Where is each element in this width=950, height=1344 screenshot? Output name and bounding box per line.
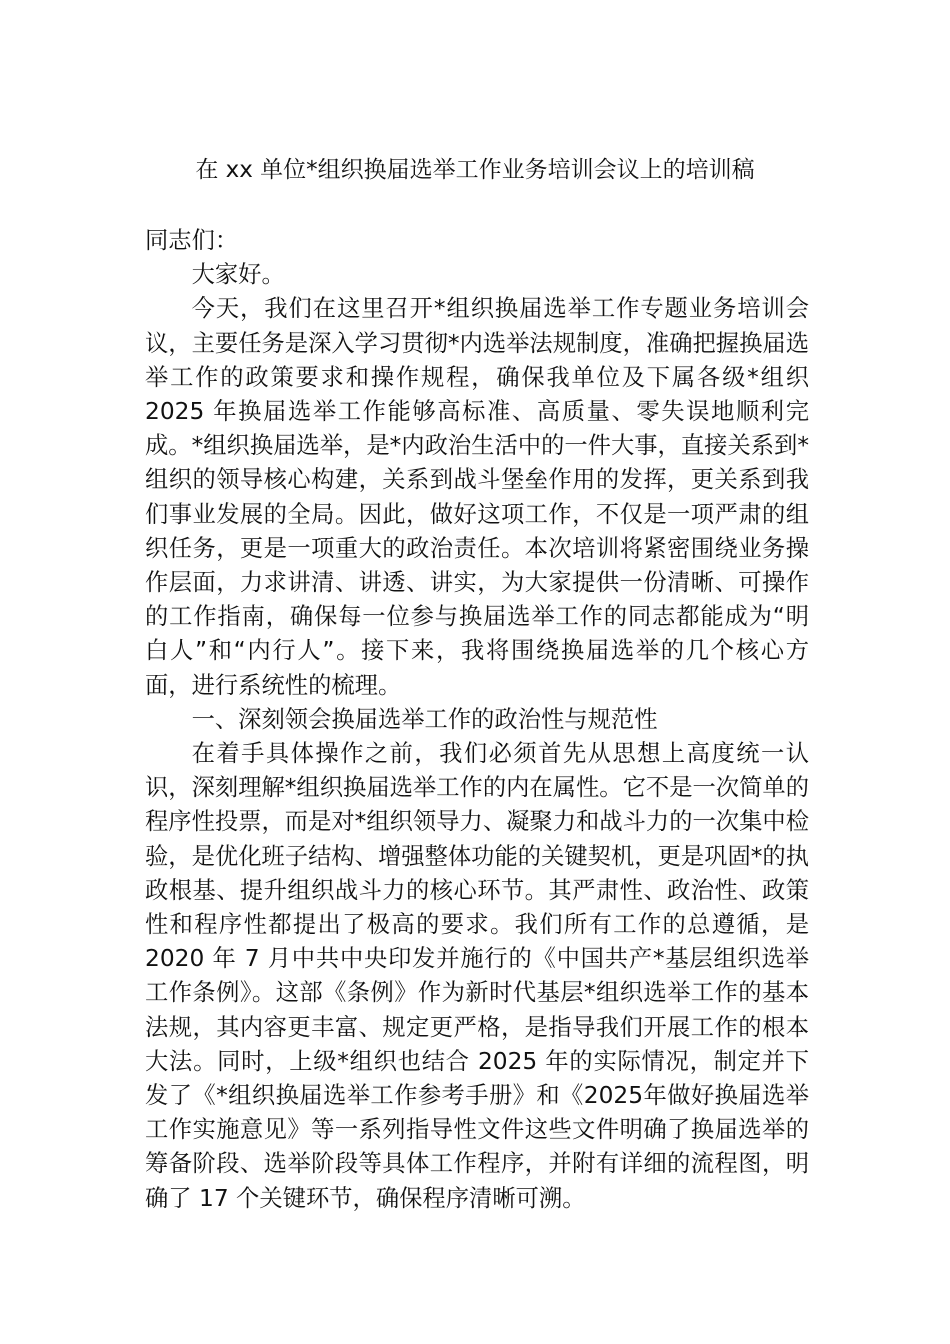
greeting-paragraph: 大家好。 — [191, 261, 285, 289]
section-heading: 一、深刻领会换届选举工作的政治性与规范性 — [191, 705, 658, 733]
salutation: 同志们： — [145, 227, 239, 254]
intro-paragraph: 今天，我们在这里召开*组织换届选举工作专题业务培训会议，主要任务是深入学习贯彻*内选举法规制度，准确把握换届选举工作的政策要求和操作规程，确保我单位及下属各级*组织2025 年换届选举工作能够高标准、高质量、零失误地顺利完成。*组织换届选举，是*内政治生活中的一件大事，直接关系到*组织的领导核心构建，关系到战斗堡垒作用的发挥，更关系到我们事业发展的全局。因此，做好这项工作，不仅是一项严肃的组织任务，更是一项重大的政治责任。本次培训将紧密围绕业务操作层面，力求讲清、讲透、讲实，为大家提供一份清晰、可操作的工作指南，确保每一位参与换届选举工作的同志都能成为“明白人”和“内行人”。接下来，我将围绕换届选举的几个核心方面，进行系统性的梳理。 — [145, 295, 809, 699]
document-title: 在 xx 单位*组织换届选举工作业务培训会议上的培训稿 — [195, 157, 755, 183]
section-paragraph: 在着手具体操作之前，我们必须首先从思想上高度统一认识，深刻理解*组织换届选举工作的内在属性。它不是一次简单的程序性投票，而是对*组织领导力、凝聚力和战斗力的一次集中检验，是优化班子结构、增强整体功能的关键契机，更是巩固*的执政根基、提升组织战斗力的核心环节。其严肃性、政治性、政策性和程序性都提出了极高的要求。我们所有工作的总遵循，是 2020 年 7 月中共中央印发并施行的《中国共产*基层组织选举工作条例》。这部《条例》作为新时代基层*组织选举工作的基本法规，其内容更丰富、规定更严格，是指导我们开展工作的根本大法。同时，上级*组织也结合 2025 年的实际情况，制定并下发了《*组织换届选举工作参考手册》和《2025年做好换届选举工作实施意见》等一系列指导性文件这些文件明确了换届选举的筹备阶段、选举阶段等具体工作程序，并附有详细的流程图，明确了 17 个关键环节，确保程序清晰可溯。 — [145, 740, 809, 1212]
document-body — [145, 224, 809, 1216]
